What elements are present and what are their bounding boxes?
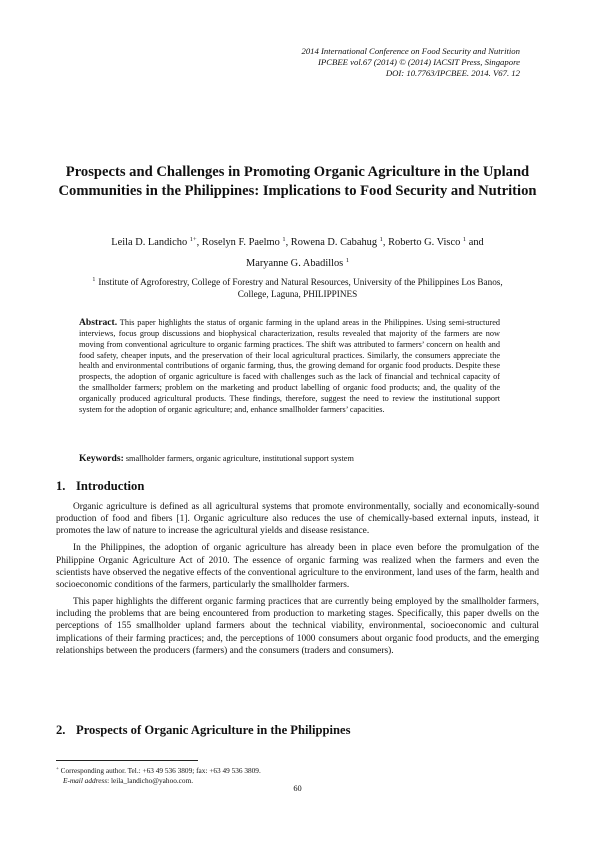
section-title: Introduction	[76, 479, 145, 493]
author-affiliation-mark: 1	[345, 257, 350, 264]
email-address: : leila_landicho@yahoo.com.	[107, 775, 194, 785]
affiliation-mark: 1	[92, 277, 96, 283]
author-name: Leila D. Landicho	[111, 237, 188, 248]
abstract	[79, 318, 500, 416]
paragraph: Organic agriculture is defined as all agricultural systems that promote environmentally, socially and economically-sound production of food and fibers [1]. Organic agriculture also reduces the use of chemically-based external inputs, instead, it promotes the law of nature to increase the agricultural yields and disease resistance.	[56, 502, 539, 537]
footnote-line-1	[56, 766, 261, 776]
author-name: Roselyn F. Paelmo	[201, 237, 280, 248]
footnote-divider	[56, 760, 198, 761]
footnote	[56, 766, 261, 786]
section-title: Prospects of Organic Agriculture in the Philippines	[76, 723, 351, 737]
author-affiliation-mark: 1	[379, 236, 383, 243]
author-name: Rowena D. Cabahug	[290, 237, 378, 248]
section-number: 2.	[56, 723, 66, 737]
introduction-body	[56, 501, 539, 662]
proceedings-info: IPCBEE vol.67 (2014) © (2014) IACSIT Press, Singapore	[318, 57, 520, 68]
paper-title: Prospects and Challenges in Promoting Organic Agriculture in the Upland Communities in the Philippines: Implications to Food Security and Nutrition	[58, 164, 537, 199]
conference-name: 2014 International Conference on Food Security and Nutrition	[301, 46, 520, 56]
author-name: Roberto G. Visco	[388, 237, 461, 248]
keywords-text: smallholder farmers, organic agriculture, institutional support system	[125, 454, 354, 463]
email-label: E-mail address	[63, 775, 108, 785]
conference-header	[301, 46, 520, 80]
author-affiliation-mark: 1+	[189, 236, 197, 243]
author-affiliation-mark: 1	[462, 236, 467, 243]
section-heading-prospects	[56, 723, 351, 738]
author-affiliation-mark: 1	[282, 236, 286, 243]
author-name: Maryanne G. Abadillos	[245, 258, 344, 269]
author-list	[60, 232, 535, 274]
author-line-2	[60, 253, 535, 274]
page-number: 60	[293, 784, 302, 793]
footnote-mark: +	[56, 767, 59, 772]
doi: DOI: 10.7763/IPCBEE. 2014. V67. 12	[385, 68, 520, 79]
author-connector: and	[468, 237, 484, 248]
paragraph: In the Philippines, the adoption of organic agriculture has already been in place even before the promulgation of the Philippine Organic Agriculture Act of 2010. The essence of organic farming was realized when the farmers and even the scientists have observed the negative effects of the conventional agriculture to the environment, land uses of the farm, health and socioeconomic conditions of the farmers, particularly the smallholder farmers.	[56, 543, 539, 591]
affiliation	[80, 277, 515, 300]
paragraph: This paper highlights the different organic farming practices that are currently being employed by the smallholder farmers, including the problems that are being encountered from production to marketing stages. Specifically, this paper dwells on the perceptions of 155 smallholder upland farmers about the technical viability, environmental, socioeconomic and cultural implications of their farming practices; and, the perceptions of 1000 consumers about organic food products, and the emerging relationships between the producers (farmers) and the consumers (traders and consumers).	[56, 597, 539, 656]
affiliation-text: Institute of Agroforestry, College of Forestry and Natural Resources, University of the Philippines Los Banos, College, Laguna, PHILIPPINES	[98, 277, 503, 299]
section-heading-introduction	[56, 479, 144, 494]
keywords-label: Keywords:	[79, 453, 124, 464]
abstract-label: Abstract.	[79, 317, 118, 328]
abstract-text: This paper highlights the status of organic farming in the upland areas in the Philippines. Using semi-structured interviews, focus group discussions and biophysical characterization, results revealed that majority of the farmers are now moving from conventional agriculture to organic farming practices. The shift was attributed to farmers’ concern on health and food safety, cheaper inputs, and the preservation of their local agricultural practices. Similarly, the consumers appreciate the health and environmental contributions of organic farming, thus, the growing demand for organic food products. Despite these prospects, the adoption of organic agriculture is faced with challenges such as the lack of financial and technical capacity of the smallholder farmers; problem on the marketing and product labelling of organic food products; and, the quality of the organically produced agricultural products. These findings, therefore, suggest the need to review the institutional support system for the adoption of organic agriculture; and, enhance smallholder farmers’ capacities.	[79, 318, 500, 414]
author-line-1: Leila D. Landicho $^{1+}$, Roselyn F. Paelmo $^1$, Rowena D. Cabahug $^1$, Roberto G. Visco $^1$ and	[111, 236, 484, 248]
section-number: 1.	[56, 479, 66, 493]
keywords	[79, 453, 500, 464]
corresponding-author-contact: Corresponding author. Tel.: +63 49 536 3809; fax: +63 49 536 3809.	[60, 766, 261, 775]
